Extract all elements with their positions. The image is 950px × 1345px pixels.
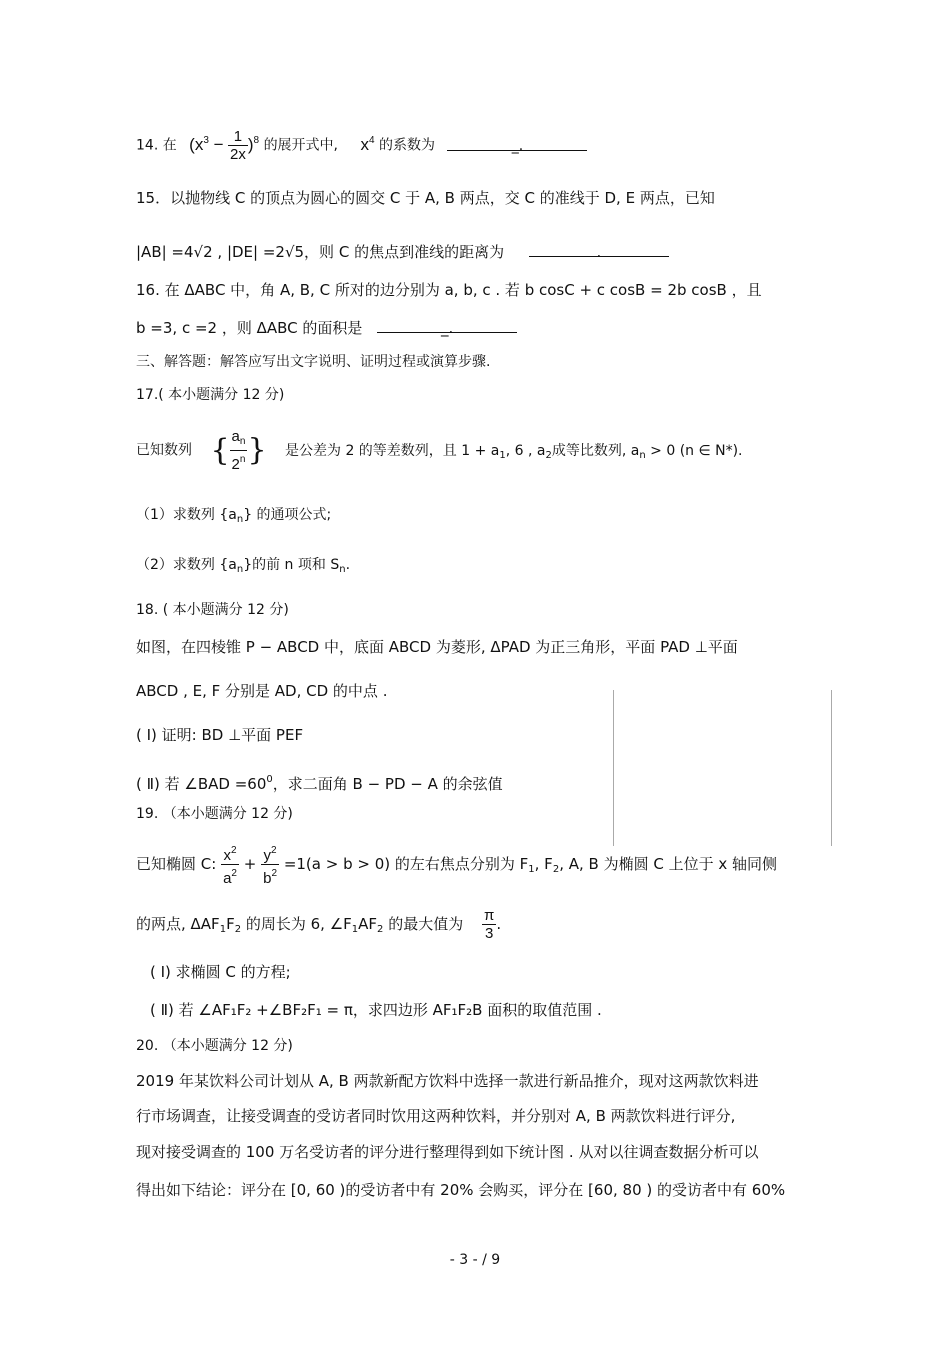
question-17-head: 17.( 本小题满分 12 分): [136, 387, 285, 403]
q17-pre: 已知数列: [136, 442, 192, 459]
q14-x4: $x^4$: [360, 134, 375, 154]
page-number: - 3 - / 9: [449, 1252, 501, 1268]
question-18-line2: ABCD , E, F 分别是 AD, CD 的中点 .: [136, 682, 388, 700]
question-19-stem: 已知椭圆 C: $\frac{x^2}{a^2}$ + $\frac{y^2}{b^2}$ =1(a > b > 0) 的左右焦点分别为 $F_1$, $F_2$, A, B 为椭圆 C 上位于 x 轴同侧: [136, 842, 777, 892]
q14-fraction: $\frac{1}{2x}$: [230, 128, 246, 163]
q16-answer-blank[interactable]: _.: [377, 318, 517, 333]
right-brace-icon: }: [247, 432, 267, 468]
q19-frac-pi: $\frac{\pi}{3}$: [483, 907, 495, 942]
question-18-part1: ( Ⅰ) 证明: BD ⊥平面 PEF: [136, 726, 304, 744]
q15-answer-blank[interactable]: .: [529, 242, 669, 257]
q17-fraction: $\frac{a_n}{2^n}$: [231, 428, 246, 473]
question-19-line2: 的两点, $\Delta AF_1F_2$ 的周长为 6, $\angle F_1AF_2$ 的最大值为 $\frac{\pi}{3}$ .: [136, 907, 502, 942]
q17-post: 是公差为 2 的等差数列，且 $1 + a_1$, 6 , $a_2$成等比数列, $a_n > 0$ (n ∈ N*).: [285, 442, 743, 461]
question-18-line1: 如图，在四棱锥 P − ABCD 中，底面 ABCD 为菱形, ΔPAD 为正三角形，平面 PAD ⊥平面: [136, 638, 738, 656]
q14-answer-blank[interactable]: _.: [447, 136, 587, 151]
q14-expr-open: ($x^3$ −: [189, 134, 224, 154]
q15-ab: |AB| =4√2 , |DE| =2√5，则 C 的焦点到准线的距离为: [136, 243, 505, 261]
question-19-part1: ( Ⅰ) 求椭圆 C 的方程;: [150, 963, 291, 981]
question-17-stem: [136, 428, 743, 478]
figure-left-rule: [613, 690, 614, 846]
q14-label: 14. 在: [136, 137, 177, 154]
section-3-heading: 三、解答题：解答应写出文字说明、证明过程或演算步骤.: [136, 354, 491, 370]
question-18-part2: ( Ⅱ) 若 ∠BAD $=60^0$，求二面角 B − PD − A 的余弦值: [136, 774, 503, 793]
figure-right-rule: [831, 690, 832, 846]
left-brace-icon: {: [210, 432, 230, 468]
q19-frac-y: $\frac{y^2}{b^2}$: [261, 842, 279, 887]
question-17-part2: （2）求数列 $\{a_n\}$的前 n 项和 $S_n$.: [136, 557, 351, 575]
q19-frac-x: $\frac{x^2}{a^2}$: [221, 842, 239, 887]
question-15-line2: [136, 242, 669, 262]
question-20-line4: 得出如下结论：评分在 [0, 60 )的受访者中有 20% 会购买，评分在 [60, 80 ) 的受访者中有 60%: [136, 1181, 786, 1199]
question-17-part1: （1）求数列 $\{a_n\}$ 的通项公式;: [136, 507, 332, 525]
question-20-line1: 2019 年某饮料公司计划从 A, B 两款新配方饮料中选择一款进行新品推介，现对这两款饮料进: [136, 1072, 759, 1090]
question-20-line2: 行市场调查，让接受调查的受访者同时饮用这两种饮料，并分别对 A, B 两款饮料进行评分,: [136, 1107, 736, 1125]
question-18-head: 18. ( 本小题满分 12 分): [136, 602, 289, 618]
q14-text2: 的系数为: [378, 137, 435, 154]
question-19-head: 19. （本小题满分 12 分): [136, 806, 293, 822]
question-20-head: 20. （本小题满分 12 分): [136, 1038, 293, 1054]
question-16-line2: [136, 318, 517, 338]
question-20-line3: 现对接受调查的 100 万名受访者的评分进行整理得到如下统计图 . 从对以往调查数据分析可以: [136, 1143, 759, 1161]
question-14: [136, 128, 587, 163]
q14-text1: 的展开式中,: [263, 137, 339, 154]
question-15-line1: 15．以抛物线 C 的顶点为圆心的圆交 C 于 A, B 两点，交 C 的准线于 D, E 两点，已知: [136, 189, 715, 207]
question-19-part2: ( Ⅱ) 若 ∠AF₁F₂ +∠BF₂F₁ = π，求四边形 AF₁F₂B 面积的取值范围 .: [150, 1001, 602, 1019]
q16-line2-text: b =3, c =2 ，则 ΔABC 的面积是: [136, 319, 363, 337]
question-16-line1: 16. 在 ΔABC 中，角 A, B, C 所对的边分别为 a, b, c . 若 b cosC + c cosB = 2b cosB ，且: [136, 281, 762, 299]
q14-expr-close: )$^8$: [247, 134, 260, 154]
